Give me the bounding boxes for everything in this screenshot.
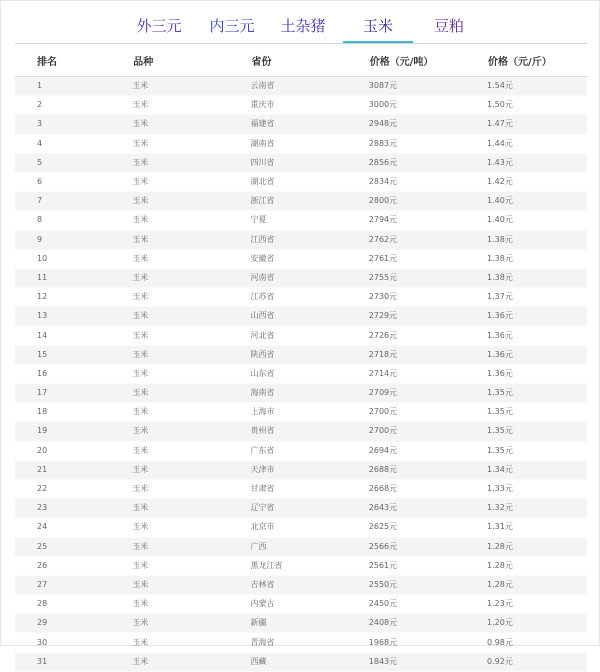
cell-province: 河南省 bbox=[251, 268, 369, 287]
cell-province: 辽宁省 bbox=[251, 499, 369, 518]
cell-rank: 13 bbox=[15, 307, 132, 326]
cell-variety: 玉米 bbox=[132, 172, 250, 191]
cell-province: 云南省 bbox=[251, 77, 369, 96]
cell-rank: 3 bbox=[15, 115, 132, 134]
cell-price-per-ton: 2408元 bbox=[369, 614, 487, 633]
category-tabs bbox=[1, 1, 600, 43]
cell-price-per-jin: 1.36元 bbox=[487, 345, 587, 364]
cell-price-per-ton: 2755元 bbox=[369, 268, 487, 287]
tab-corn[interactable]: 玉米 bbox=[343, 1, 413, 43]
cell-price-per-jin: 1.36元 bbox=[487, 364, 587, 383]
cell-price-per-jin: 1.38元 bbox=[487, 230, 587, 249]
cell-rank: 11 bbox=[15, 268, 132, 287]
cell-variety: 玉米 bbox=[132, 96, 250, 115]
cell-province: 广东省 bbox=[251, 441, 369, 460]
cell-price-per-ton: 2762元 bbox=[369, 230, 487, 249]
cell-price-per-jin: 1.35元 bbox=[487, 441, 587, 460]
cell-rank: 16 bbox=[15, 364, 132, 383]
cell-province: 江苏省 bbox=[251, 288, 369, 307]
cell-price-per-ton: 2709元 bbox=[369, 384, 487, 403]
cell-rank: 31 bbox=[15, 652, 132, 671]
cell-rank: 8 bbox=[15, 211, 132, 230]
cell-price-per-jin: 1.47元 bbox=[487, 115, 587, 134]
cell-price-per-ton: 1968元 bbox=[369, 633, 487, 652]
cell-price-per-jin: 1.34元 bbox=[487, 460, 587, 479]
table-row bbox=[15, 460, 587, 479]
cell-rank: 30 bbox=[15, 633, 132, 652]
cell-price-per-ton: 2700元 bbox=[369, 403, 487, 422]
cell-price-per-ton: 1843元 bbox=[369, 652, 487, 671]
cell-variety: 玉米 bbox=[132, 633, 250, 652]
cell-price-per-ton: 2714元 bbox=[369, 364, 487, 383]
cell-province: 海南省 bbox=[251, 384, 369, 403]
cell-variety: 玉米 bbox=[132, 422, 250, 441]
cell-price-per-ton: 2730元 bbox=[369, 288, 487, 307]
price-table bbox=[15, 44, 587, 672]
cell-price-per-jin: 0.98元 bbox=[487, 633, 587, 652]
table-row bbox=[15, 595, 587, 614]
cell-rank: 29 bbox=[15, 614, 132, 633]
col-header-price-per-ton: 价格（元/吨） bbox=[369, 44, 487, 77]
cell-rank: 14 bbox=[15, 326, 132, 345]
table-row bbox=[15, 479, 587, 498]
cell-rank: 10 bbox=[15, 249, 132, 268]
cell-price-per-jin: 1.37元 bbox=[487, 288, 587, 307]
table-row bbox=[15, 633, 587, 652]
cell-province: 湖北省 bbox=[251, 172, 369, 191]
cell-price-per-ton: 2668元 bbox=[369, 479, 487, 498]
cell-variety: 玉米 bbox=[132, 326, 250, 345]
table-row bbox=[15, 77, 587, 96]
col-header-rank: 排名 bbox=[15, 44, 132, 77]
table-row bbox=[15, 249, 587, 268]
cell-province: 天津市 bbox=[251, 460, 369, 479]
cell-province: 重庆市 bbox=[251, 96, 369, 115]
cell-province: 山西省 bbox=[251, 307, 369, 326]
cell-province: 宁夏 bbox=[251, 211, 369, 230]
cell-province: 湖南省 bbox=[251, 134, 369, 153]
cell-price-per-jin: 1.28元 bbox=[487, 537, 587, 556]
table-row bbox=[15, 364, 587, 383]
cell-rank: 27 bbox=[15, 575, 132, 594]
cell-variety: 玉米 bbox=[132, 441, 250, 460]
cell-rank: 23 bbox=[15, 499, 132, 518]
col-header-price-per-jin: 价格（元/斤） bbox=[487, 44, 587, 77]
cell-province: 西藏 bbox=[251, 652, 369, 671]
table-row bbox=[15, 211, 587, 230]
cell-province: 黑龙江省 bbox=[251, 556, 369, 575]
table-row bbox=[15, 288, 587, 307]
cell-price-per-ton: 2688元 bbox=[369, 460, 487, 479]
cell-variety: 玉米 bbox=[132, 192, 250, 211]
cell-rank: 22 bbox=[15, 479, 132, 498]
cell-variety: 玉米 bbox=[132, 268, 250, 287]
cell-price-per-ton: 2625元 bbox=[369, 518, 487, 537]
cell-price-per-ton: 2700元 bbox=[369, 422, 487, 441]
cell-rank: 25 bbox=[15, 537, 132, 556]
cell-price-per-ton: 2794元 bbox=[369, 211, 487, 230]
table-row bbox=[15, 384, 587, 403]
tab-wai-san-yuan[interactable]: 外三元 bbox=[136, 17, 182, 35]
tab-tu-za-zhu[interactable]: 土杂猪 bbox=[280, 17, 326, 35]
table-row bbox=[15, 652, 587, 671]
table-row bbox=[15, 326, 587, 345]
cell-price-per-jin: 1.33元 bbox=[487, 479, 587, 498]
table-row bbox=[15, 230, 587, 249]
cell-province: 北京市 bbox=[251, 518, 369, 537]
tab-soybean-meal[interactable]: 豆粕 bbox=[433, 17, 464, 35]
cell-rank: 4 bbox=[15, 134, 132, 153]
cell-price-per-ton: 2834元 bbox=[369, 172, 487, 191]
cell-price-per-jin: 1.50元 bbox=[487, 96, 587, 115]
cell-province: 江西省 bbox=[251, 230, 369, 249]
table-row bbox=[15, 614, 587, 633]
cell-variety: 玉米 bbox=[132, 499, 250, 518]
cell-price-per-jin: 0.92元 bbox=[487, 652, 587, 671]
cell-price-per-jin: 1.35元 bbox=[487, 403, 587, 422]
cell-price-per-jin: 1.35元 bbox=[487, 384, 587, 403]
table-row bbox=[15, 537, 587, 556]
table-row bbox=[15, 134, 587, 153]
cell-province: 河北省 bbox=[251, 326, 369, 345]
cell-rank: 12 bbox=[15, 288, 132, 307]
cell-price-per-ton: 2450元 bbox=[369, 595, 487, 614]
cell-variety: 玉米 bbox=[132, 595, 250, 614]
cell-province: 吉林省 bbox=[251, 575, 369, 594]
table-row bbox=[15, 172, 587, 191]
cell-province: 四川省 bbox=[251, 153, 369, 172]
cell-price-per-ton: 2643元 bbox=[369, 499, 487, 518]
cell-province: 福建省 bbox=[251, 115, 369, 134]
cell-rank: 15 bbox=[15, 345, 132, 364]
cell-price-per-ton: 2561元 bbox=[369, 556, 487, 575]
cell-price-per-jin: 1.31元 bbox=[487, 518, 587, 537]
cell-rank: 28 bbox=[15, 595, 132, 614]
cell-price-per-jin: 1.54元 bbox=[487, 77, 587, 96]
cell-variety: 玉米 bbox=[132, 288, 250, 307]
cell-price-per-ton: 2566元 bbox=[369, 537, 487, 556]
cell-variety: 玉米 bbox=[132, 556, 250, 575]
cell-variety: 玉米 bbox=[132, 345, 250, 364]
cell-province: 浙江省 bbox=[251, 192, 369, 211]
cell-price-per-jin: 1.28元 bbox=[487, 575, 587, 594]
table-row bbox=[15, 153, 587, 172]
cell-rank: 19 bbox=[15, 422, 132, 441]
cell-province: 贵州省 bbox=[251, 422, 369, 441]
cell-variety: 玉米 bbox=[132, 384, 250, 403]
cell-price-per-ton: 2948元 bbox=[369, 115, 487, 134]
table-row bbox=[15, 556, 587, 575]
cell-price-per-jin: 1.35元 bbox=[487, 422, 587, 441]
cell-variety: 玉米 bbox=[132, 115, 250, 134]
cell-price-per-ton: 2694元 bbox=[369, 441, 487, 460]
table-row bbox=[15, 518, 587, 537]
cell-province: 新疆 bbox=[251, 614, 369, 633]
cell-variety: 玉米 bbox=[132, 575, 250, 594]
cell-price-per-jin: 1.38元 bbox=[487, 249, 587, 268]
cell-variety: 玉米 bbox=[132, 479, 250, 498]
cell-price-per-jin: 1.43元 bbox=[487, 153, 587, 172]
col-header-variety: 品种 bbox=[132, 44, 250, 77]
cell-variety: 玉米 bbox=[132, 77, 250, 96]
cell-price-per-jin: 1.44元 bbox=[487, 134, 587, 153]
cell-rank: 7 bbox=[15, 192, 132, 211]
cell-price-per-jin: 1.20元 bbox=[487, 614, 587, 633]
table-row bbox=[15, 499, 587, 518]
cell-price-per-ton: 3000元 bbox=[369, 96, 487, 115]
cell-price-per-jin: 1.28元 bbox=[487, 556, 587, 575]
table-row bbox=[15, 575, 587, 594]
cell-price-per-ton: 2550元 bbox=[369, 575, 487, 594]
cell-price-per-ton: 2800元 bbox=[369, 192, 487, 211]
cell-rank: 2 bbox=[15, 96, 132, 115]
table-row bbox=[15, 441, 587, 460]
cell-rank: 21 bbox=[15, 460, 132, 479]
cell-rank: 24 bbox=[15, 518, 132, 537]
table-header-row bbox=[15, 44, 587, 77]
tab-nei-san-yuan[interactable]: 内三元 bbox=[209, 17, 255, 35]
cell-variety: 玉米 bbox=[132, 307, 250, 326]
cell-province: 陕西省 bbox=[251, 345, 369, 364]
cell-rank: 26 bbox=[15, 556, 132, 575]
cell-price-per-ton: 2726元 bbox=[369, 326, 487, 345]
cell-variety: 玉米 bbox=[132, 403, 250, 422]
cell-variety: 玉米 bbox=[132, 364, 250, 383]
cell-price-per-jin: 1.36元 bbox=[487, 326, 587, 345]
price-table-container bbox=[15, 43, 587, 672]
table-row bbox=[15, 268, 587, 287]
cell-price-per-ton: 2761元 bbox=[369, 249, 487, 268]
cell-price-per-jin: 1.40元 bbox=[487, 192, 587, 211]
cell-province: 青海省 bbox=[251, 633, 369, 652]
table-row bbox=[15, 307, 587, 326]
table-row bbox=[15, 115, 587, 134]
cell-price-per-jin: 1.40元 bbox=[487, 211, 587, 230]
cell-price-per-ton: 3087元 bbox=[369, 77, 487, 96]
cell-price-per-ton: 2883元 bbox=[369, 134, 487, 153]
cell-price-per-jin: 1.38元 bbox=[487, 268, 587, 287]
cell-price-per-ton: 2856元 bbox=[369, 153, 487, 172]
cell-rank: 18 bbox=[15, 403, 132, 422]
table-row bbox=[15, 96, 587, 115]
cell-rank: 9 bbox=[15, 230, 132, 249]
cell-variety: 玉米 bbox=[132, 518, 250, 537]
cell-variety: 玉米 bbox=[132, 249, 250, 268]
table-body bbox=[15, 77, 587, 672]
cell-variety: 玉米 bbox=[132, 460, 250, 479]
col-header-province: 省份 bbox=[251, 44, 369, 77]
cell-price-per-jin: 1.36元 bbox=[487, 307, 587, 326]
cell-variety: 玉米 bbox=[132, 230, 250, 249]
table-row bbox=[15, 345, 587, 364]
cell-rank: 17 bbox=[15, 384, 132, 403]
cell-province: 山东省 bbox=[251, 364, 369, 383]
cell-rank: 6 bbox=[15, 172, 132, 191]
cell-variety: 玉米 bbox=[132, 134, 250, 153]
cell-price-per-ton: 2729元 bbox=[369, 307, 487, 326]
cell-province: 内蒙古 bbox=[251, 595, 369, 614]
cell-province: 安徽省 bbox=[251, 249, 369, 268]
table-row bbox=[15, 192, 587, 211]
table-row bbox=[15, 403, 587, 422]
cell-price-per-jin: 1.32元 bbox=[487, 499, 587, 518]
cell-province: 广西 bbox=[251, 537, 369, 556]
cell-province: 上海市 bbox=[251, 403, 369, 422]
cell-variety: 玉米 bbox=[132, 537, 250, 556]
cell-variety: 玉米 bbox=[132, 614, 250, 633]
cell-rank: 20 bbox=[15, 441, 132, 460]
cell-price-per-jin: 1.23元 bbox=[487, 595, 587, 614]
cell-rank: 1 bbox=[15, 77, 132, 96]
cell-variety: 玉米 bbox=[132, 153, 250, 172]
cell-price-per-ton: 2718元 bbox=[369, 345, 487, 364]
cell-province: 甘肃省 bbox=[251, 479, 369, 498]
table-row bbox=[15, 422, 587, 441]
cell-rank: 5 bbox=[15, 153, 132, 172]
cell-variety: 玉米 bbox=[132, 652, 250, 671]
cell-price-per-jin: 1.42元 bbox=[487, 172, 587, 191]
cell-variety: 玉米 bbox=[132, 211, 250, 230]
